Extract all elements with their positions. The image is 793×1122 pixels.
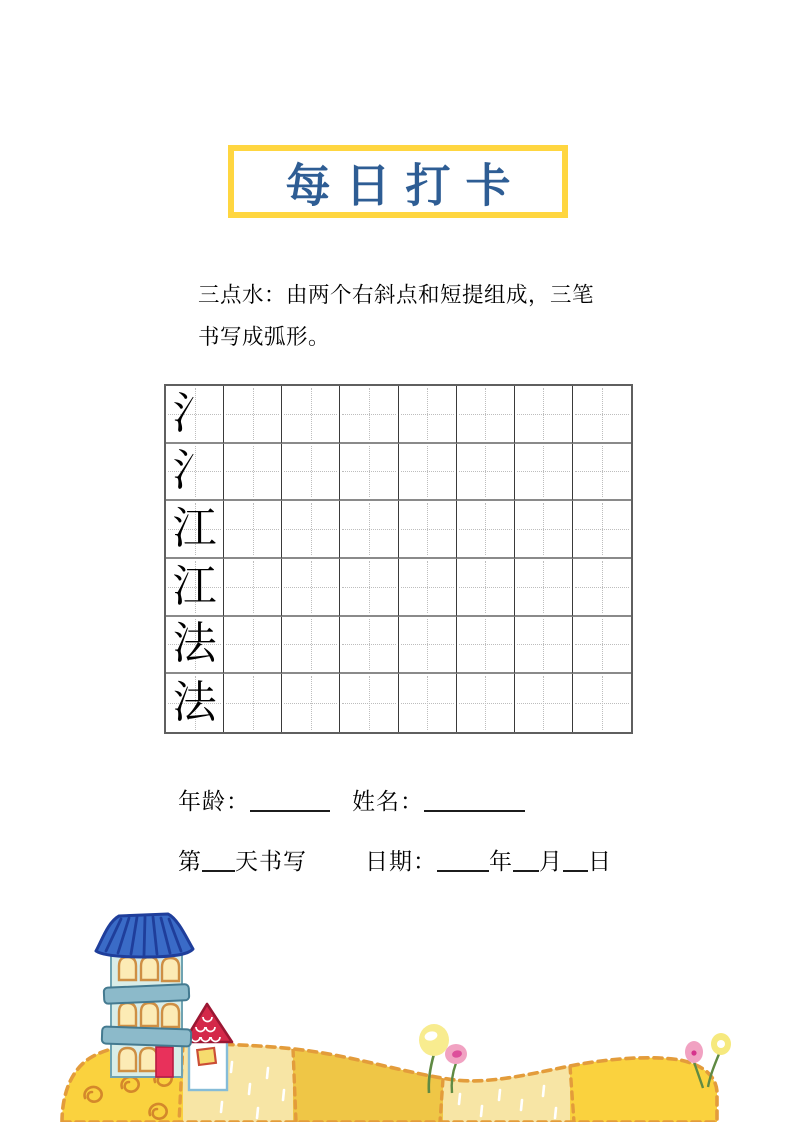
small-house-body — [189, 1040, 227, 1090]
grid-cell — [515, 501, 573, 559]
lesson-line-1: 三点水：由两个右斜点和短提组成，三笔 — [198, 283, 595, 307]
grid-cell — [573, 386, 631, 444]
grid-cell — [224, 617, 282, 675]
grid-cell — [457, 444, 515, 502]
grid-cell — [166, 674, 224, 732]
month-blank — [513, 848, 539, 872]
grid-cell — [573, 501, 631, 559]
grid-cell — [515, 444, 573, 502]
grid-cell — [340, 559, 398, 617]
grid-cell — [282, 617, 340, 675]
grid-cell — [340, 444, 398, 502]
grid-cell — [166, 386, 224, 444]
grid-cell — [282, 386, 340, 444]
grid-cell — [457, 617, 515, 675]
small-house-window — [197, 1048, 216, 1065]
grid-cell — [166, 559, 224, 617]
small-red-roof-house — [184, 1004, 232, 1090]
grid-cell — [399, 386, 457, 444]
name-blank — [424, 788, 525, 812]
lesson-line-2: 书写成弧形。 — [198, 325, 331, 349]
age-label: 年龄： — [178, 789, 250, 814]
grid-cell — [224, 559, 282, 617]
lesson-description — [198, 274, 618, 358]
grid-cell — [166, 444, 224, 502]
grid-cell — [457, 386, 515, 444]
age-blank — [250, 788, 330, 812]
name-label: 姓名： — [352, 789, 424, 814]
grid-cell — [515, 559, 573, 617]
yellow-flower — [419, 1024, 449, 1056]
grid-cell — [282, 559, 340, 617]
tall-house-door — [156, 1047, 173, 1077]
practice-grid — [164, 384, 633, 734]
grid-cell — [573, 559, 631, 617]
grid-cell — [166, 617, 224, 675]
grid-cell — [515, 617, 573, 675]
date-day-blank — [563, 848, 588, 872]
grid-cell — [340, 501, 398, 559]
grid-cell — [399, 617, 457, 675]
grid-cell — [340, 617, 398, 675]
form-line-age-name — [178, 783, 525, 816]
date-label: 日期： — [365, 849, 437, 874]
page-title: 每日打卡 — [285, 159, 526, 212]
model-character: 氵 — [172, 388, 217, 438]
grid-cell — [515, 674, 573, 732]
grid-cell — [573, 617, 631, 675]
grid-cell — [224, 386, 282, 444]
title-banner — [228, 145, 568, 218]
grid-cell — [224, 501, 282, 559]
grid-cell — [399, 444, 457, 502]
model-character: 氵 — [172, 446, 217, 496]
model-character: 江 — [172, 504, 217, 554]
grid-cell — [282, 444, 340, 502]
grid-cell — [399, 674, 457, 732]
grid-cell — [457, 559, 515, 617]
grid-cell — [224, 674, 282, 732]
grid-cell — [282, 674, 340, 732]
date-day-label: 日 — [588, 849, 612, 874]
grid-cell — [340, 386, 398, 444]
grid-cell — [166, 501, 224, 559]
day-count-blank — [202, 848, 235, 872]
grid-cell — [515, 386, 573, 444]
model-character: 法 — [172, 619, 217, 669]
month-label: 月 — [539, 849, 563, 874]
tall-blue-house — [96, 914, 193, 1077]
grid-cell — [457, 674, 515, 732]
model-character: 江 — [172, 561, 217, 611]
day-suffix-label: 天书写 — [235, 849, 307, 874]
grid-cell — [224, 444, 282, 502]
grid-cell — [457, 501, 515, 559]
grid-cell — [340, 674, 398, 732]
grid-cell — [282, 501, 340, 559]
year-blank — [437, 848, 489, 872]
grid-cell — [399, 559, 457, 617]
grid-cell — [573, 674, 631, 732]
footer-illustration — [0, 890, 793, 1122]
grid-cell — [399, 501, 457, 559]
day-prefix-label: 第 — [178, 849, 202, 874]
grid-cell — [573, 444, 631, 502]
year-label: 年 — [489, 849, 513, 874]
form-line-day-date — [178, 843, 612, 876]
model-character: 法 — [172, 678, 217, 728]
